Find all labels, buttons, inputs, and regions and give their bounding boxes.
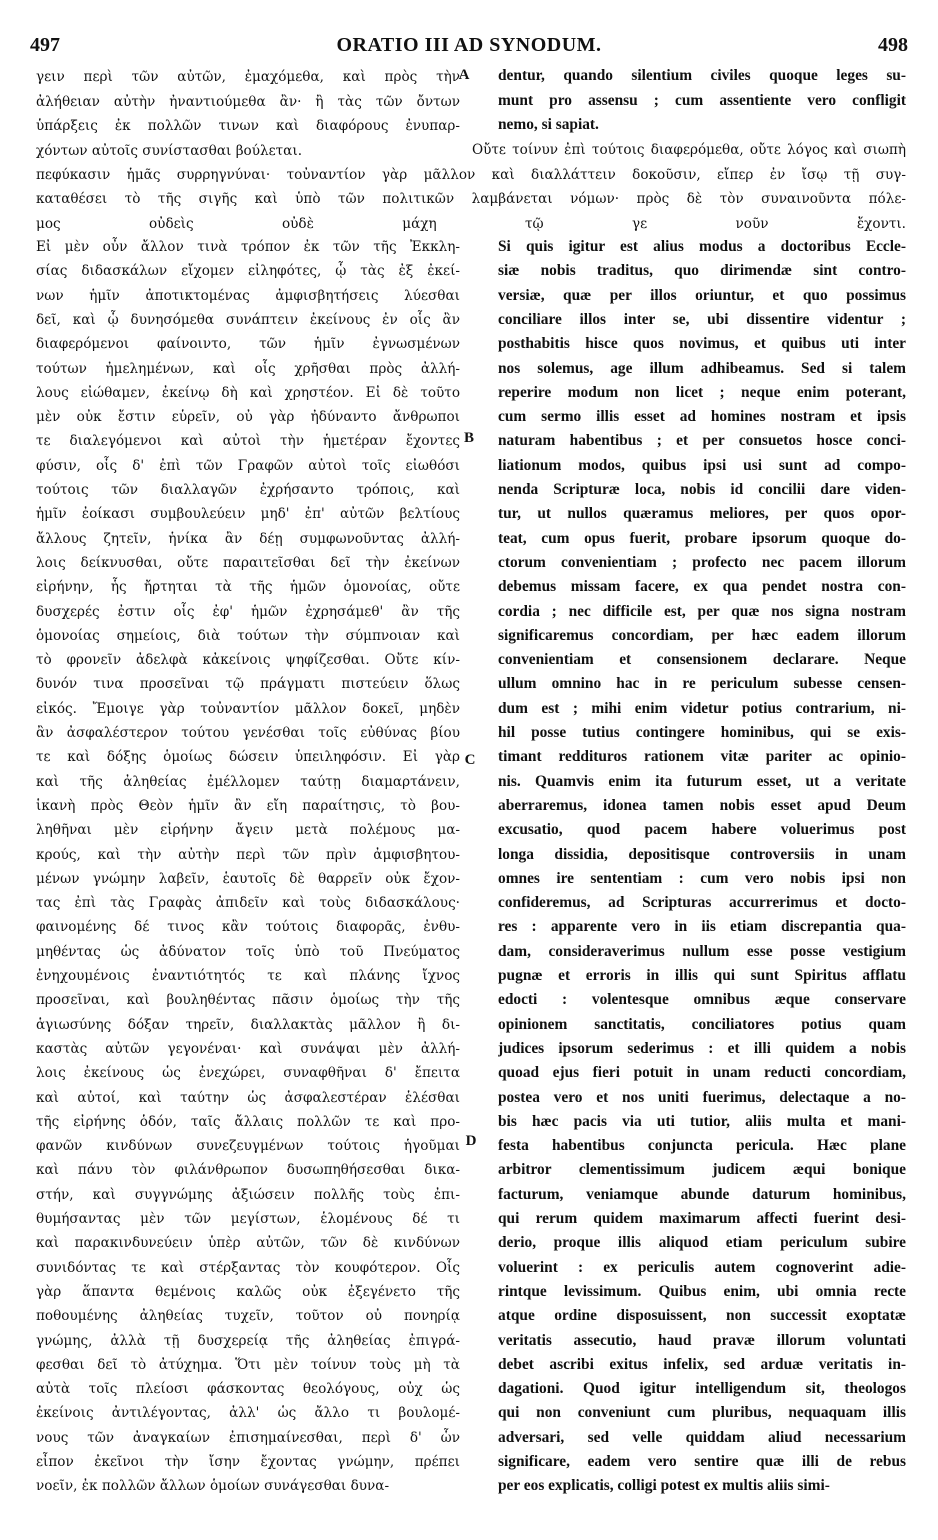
greek-line: ἁγιωσύνης δόξαν τηρεῖν, διαλλακτὰς μᾶλλον ἢ δι- (36, 1016, 460, 1033)
latin-line: qui rerum quidem maximarum affecti fuerint desi- (498, 1210, 906, 1227)
page-number-left: 497 (30, 34, 60, 56)
latin-line: nenda Scripturæ loca, nobis id concilii dare viden- (498, 481, 906, 498)
latin-line: qui non conveniunt cum pluribus, nequaquam illis (498, 1404, 906, 1422)
greek-line: ἂν ἀσφαλέστερον τούτου γενέσθαι τοῖς εὐθύνας βίου (36, 725, 460, 741)
greek-line: δυνόν τινα προσεῖναι τῷ πράγματι πιστεύειν ὅλως (36, 676, 460, 693)
greek-line: ὁμονοίας σημείοις, διὰ τούτων τὴν σύμπνοιαν καὶ (36, 627, 460, 644)
greek-line: σίας διδασκάλων εἴχομεν εἰληφότες, ᾧ τὰς ἐξ ἐκεί- (36, 263, 460, 280)
latin-line: significaremus concordiam, per hæc eadem illorum (498, 626, 906, 644)
running-title: ORATIO III AD SYNODUM. (336, 34, 602, 56)
greek-line: ὑπάρξεις ἐκ πολλῶν τινων καὶ διαφόρους ἐνυπαρ- (36, 118, 460, 134)
latin-line: longa dissidia, depositisque controversiis in unam (498, 845, 906, 863)
greek-line: συνιδόντας τε καὶ στέρξαντας τὸν κουφότερον. Οἷς (36, 1259, 460, 1276)
latin-line: rintque levissimum. Quibus enim, ubi omnia recte (498, 1282, 906, 1300)
greek-line: αὐτὰ τοῖς πλείοσι φάσκοντας θεολόγους, οὐχ ὡς (36, 1381, 460, 1398)
greek-line: κρούς, καὶ τὴν αὐτὴν περὶ τῶν πρὶν ἀμφισβητου- (36, 846, 460, 863)
greek-line: νων ἡμῖν ἀποτικτομένας ἀμφισβητήσεις λύεσθαι (36, 287, 460, 304)
latin-line: opinionem sanctitatis, conciliatores potius quam (498, 1015, 906, 1033)
page-number-right: 498 (878, 34, 908, 56)
latin-line: naturam habentibus ; et per consuetos hosce conci- (498, 432, 906, 450)
greek-line: ἱκανὴ πρὸς Θεὸν ἡμῖν ἂν εἴη παραίτησις, τὸ βου- (36, 797, 460, 814)
latin-line: ctorum convenientiam ; profecto nec pacem illorum (498, 553, 906, 571)
greek-line: θυμήσαντας μὲν τῶν μεγίστων, ἑλομένους δέ τι (36, 1211, 460, 1227)
latin-line: festa habentibus conjuncta pericula. Hæc plane (498, 1137, 906, 1155)
greek-line: λοις δείκνυσθαι, οὔτε παραιτεῖσθαι δεῖ τὴν ἐκείνων (36, 554, 460, 571)
greek-line: ληθῆναι μὲν εἰρήνην ἄγειν μετὰ πολέμους μα- (36, 822, 460, 839)
margin-mark-d: D (465, 1133, 477, 1149)
greek-line: φαινομένης δέ τινος κἂν τούτοις διαφορᾶς, ἐνθυ- (36, 919, 460, 936)
greek-line: δυσχερές ἐστιν οἷς ἐφ' ἡμῶν ἐχρησάμεθ' ἂν τῆς (36, 603, 460, 620)
latin-line: cordia ; nec difficile est, per quæ nos signa nostram (498, 602, 906, 620)
greek-line: καστὰς αὐτῶν γεγονέναι· καὶ συνάψαι μὲν ἀλλή- (36, 1040, 460, 1057)
latin-line: tur, ut nullos quæramus meliores, per quos opor- (498, 505, 906, 523)
latin-line: conciliare illos inter se, ubi dissentire videntur ; (498, 310, 906, 328)
latin-line: cum sermo illis esset ad homines nostram et ipsis (498, 408, 906, 426)
latin-line: dagationi. Quod igitur intelligendum sit, theologos (498, 1380, 906, 1398)
latin-line: versiæ, quæ per illos oriuntur, et quo possimus (498, 286, 906, 304)
greek-line: εἰκός. Ἔμοιγε γὰρ τοὐναντίον μᾶλλον δοκεῖ, μηδὲν (36, 700, 460, 717)
greek-line: φεσθαι δεῖ τὸ ἀτύχημα. Ὅτι μὲν τοίνυν τοὺς μὴ τὰ (36, 1356, 460, 1373)
margin-mark-b: B (463, 430, 474, 446)
greek-line: τας ἐπὶ τὰς Γραφὰς ἀπιδεῖν καὶ τοὺς διδασκάλους· (36, 895, 460, 912)
greek-line: γνώμης, ἀλλὰ τῇ δυσχερείᾳ τῆς ἀληθείας ἐπιγρά- (36, 1332, 460, 1349)
greek-line: τούτοις τῶν διαλλαγῶν ἐχρήσαντο τρόποις, καὶ (36, 482, 460, 498)
latin-line: res : apparente vero in iis etiam discrepantia qua- (498, 918, 906, 936)
latin-line: significare, eadem vero sentire quæ illi de rebus (498, 1453, 906, 1470)
latin-line: facturum, veniamque abunde daturum hominibus, (498, 1185, 906, 1203)
greek-line: γὰρ ἅπαντα θεμένοις καλῶς οὐκ ἐξεγένετο τῆς (36, 1283, 460, 1300)
margin-mark-c: C (464, 752, 476, 768)
greek-line: τε διαλεγόμενοι καὶ αὐτοὶ τὴν ἡμετέραν ἔχοντες (36, 433, 460, 450)
latin-line: nemo, si sapiat. (498, 116, 599, 133)
greek-line: γειν περὶ τῶν αὐτῶν, ἐμαχόμεθα, καὶ πρὸς τὴν (36, 69, 460, 85)
greek-line: φύσιν, οἷς δ' ἐπὶ τῶν Γραφῶν αὐτοὶ τοῖς εἰωθόσι (36, 457, 460, 474)
latin-line: quoad ejus fieri potuit in unam reducti concordiam, (498, 1064, 906, 1082)
greek-line: μηθέντας ὡς ἀδύνατον τοῖς ὑπὸ τοῦ Πνεύματος (36, 943, 460, 960)
latin-line: edocti : volentesque omnibus æque conservare (498, 991, 906, 1009)
latin-line: veritatis assecutio, haud pravæ illorum voluntati (498, 1331, 906, 1349)
latin-line: debemus missam facere, ex qua pendet nostra con- (498, 578, 906, 596)
latin-line: debet ascribi exitus infelix, sed arduæ veritatis in- (498, 1355, 906, 1373)
greek-line: λους εἰώθαμεν, ἐκείνῳ δὴ καὶ χρηστέον. Εἰ δὲ τοῦτο (36, 384, 460, 401)
greek-line: ἡμῖν ἐοίκασι συμβουλεύειν μηδ' ἐπ' αὐτῶν βελτίους (36, 506, 460, 523)
greek-line: δεῖ, καὶ ᾧ δυνησόμεθα συνάπτειν ἐκείνους ἐν οἷς ἂν (36, 311, 460, 328)
page-header (30, 34, 908, 60)
greek-line: μένων γνώμην λαβεῖν, ἑαυτοῖς δὲ θαρρεῖν οὐκ ἔχον- (36, 870, 460, 887)
latin-line: Si quis igitur est alius modus a doctoribus Eccle- (498, 238, 906, 255)
latin-line: liationum modos, quibus ipsi usi sunt ad compo- (498, 456, 906, 474)
latin-line: ullum omnino hac in re periculum subesse censen- (498, 675, 906, 693)
greek-line: μος οὐδεὶς οὐδὲ μάχη τῷ γε νοῦν ἔχοντι. (36, 215, 906, 232)
greek-line: νους τῶν ἀναγκαίων ἐπισημαίνεσθαι, περὶ δ' ὧν (36, 1429, 460, 1446)
latin-line: judices ipsorum sederimus : et illi quidem a nobis (498, 1039, 906, 1057)
greek-line: καταθέσει τὸ τῆς σιγῆς καὶ ὑπὸ τῶν πολιτικῶν λαμβάνεται νόμων· πρὸς δὲ τὸν συναινοῦντα πόλε- (36, 191, 906, 207)
greek-line: μὲν οὐκ ἔστιν εὑρεῖν, οὐ γὰρ ἠδύναντο ἄνθρωποι (36, 409, 460, 426)
latin-line: confideremus, ad Scripturas accurrerimus et docto- (498, 894, 906, 912)
latin-line: pugnæ et erroris in illis qui sunt Spiritus afflatu (498, 967, 906, 984)
greek-line: προσεῖναι, καὶ βουληθέντας πᾶσιν ὁμοίως τὴν τῆς (36, 992, 460, 1009)
greek-line: ποθουμένης ἀληθείας τυχεῖν, τοῦτον οὐ πονηρίᾳ (36, 1308, 460, 1325)
greek-line: τούτων ἠμελημένων, καὶ οἷς χρῆσθαι πρὸς ἀλλή- (36, 360, 460, 377)
greek-line: φανῶν κινδύνων συνεζευγμένων τούτοις ἡγοῦμαι (36, 1138, 460, 1155)
latin-line: siæ nobis traditus, quo dirimendæ sint contro- (498, 262, 906, 280)
latin-line: derio, proque illis aliquod etiam periculum subire (498, 1234, 906, 1252)
greek-line: ἐνηχουμένοις ἐναντιότητός τε καὶ πλάνης ἴχνος (36, 968, 460, 984)
greek-line: Εἰ μὲν οὖν ἄλλον τινὰ τρόπον ἐκ τῶν τῆς Ἐκκλη- (36, 239, 460, 255)
latin-line: hil posse tutius contingere hominibus, qui se exis- (498, 724, 906, 741)
greek-line: ἐκείνοις ἀντιλέγοντας, ἀλλ' ὡς ἄλλο τι βουλομέ- (36, 1405, 460, 1422)
greek-line: καὶ τῆς ἀληθείας ἐμέλλομεν ταύτῃ διαμαρτάνειν, (36, 773, 460, 790)
greek-line: χόντων αὐτοῖς συνίστασθαι βούλεται. (36, 142, 303, 159)
margin-mark-a: A (458, 67, 470, 83)
latin-line: reperire modum non licet ; neque enim poterant, (498, 383, 906, 401)
latin-line: teat, cum opus fuerit, probare ipsorum quoque do- (498, 529, 906, 547)
latin-line: posthabitis hisce quos novimus, et quibus uti inter (498, 335, 906, 353)
greek-line: στήν, καὶ συγγνώμης ἀξιώσειν πολλῆς τοὺς ἐπι- (36, 1186, 460, 1203)
latin-line: bis hæc pacis via uti tutior, aliis multa et mani- (498, 1112, 906, 1130)
greek-line: τε καὶ δόξης ὁμοίως δώσειν ὑπειληφόσιν. Εἰ γὰρ (36, 749, 460, 766)
latin-line: dentur, quando silentium civiles quoque leges su- (498, 67, 906, 84)
greek-line: λοις ἐκείνους ὡς ἐνεχώρει, συναφθῆναι δ' ἔπειτα (36, 1065, 460, 1082)
greek-line: Οὔτε τοίνυν ἐπὶ τούτοις διαφερόμεθα, οὔτε λόγος καὶ σιωπὴ (472, 142, 906, 158)
latin-line: atque ordine disposuissent, non successit exoptatæ (498, 1307, 906, 1325)
latin-line: omnes ire sententiam : cum vero nobis ipsi non (498, 869, 906, 887)
latin-line: dam, consideraverimus nullum esse posse vestigium (498, 942, 906, 960)
latin-line: voluerint : ex periculis autem cognoverint adie- (498, 1258, 906, 1276)
latin-line: nos solemus, age illum adhibeamus. Sed si talem (498, 359, 906, 377)
greek-line: πεφύκασιν ἡμᾶς συρρηγνύναι· τοὐναντίον γὰρ μᾶλλον καὶ διαλλάττειν δοκοῦσιν, εἴπερ ἐν ἴσῳ τῇ συγ- (36, 166, 906, 183)
greek-line: διαφερόμενοι φαίνοιντο, τῶν ἡμῖν ἐγνωσμένων (36, 336, 460, 353)
greek-line: νοεῖν, ἐκ πολλῶν ἄλλων ὁμοίων συνάγεσθαι δυνα- (36, 1478, 390, 1495)
greek-line: εἰρήνην, ἧς ἤρτηται τὰ τῆς ἡμῶν ὁμονοίας, οὔτε (36, 579, 460, 596)
greek-line: τὸ φρονεῖν ἀδελφὰ κἀκείνοις ψηφίζεσθαι. Οὔτε κίν- (36, 652, 460, 669)
latin-line: arbitror clementissimum judicem æqui bonique (498, 1161, 906, 1179)
latin-line: excusatio, quod pacem habere voluerimus post (498, 821, 906, 839)
latin-line: dum est ; mihi enim videtur potius contrarium, ni- (498, 699, 906, 717)
greek-line: καὶ αὐτοί, καὶ ταύτην ὡς ἀσφαλεστέραν ἑλέσθαι (36, 1089, 460, 1106)
latin-line: adversari, sed velle quiddam aliud necessarium (498, 1428, 906, 1446)
greek-line: ἄλλους ζητεῖν, ἡνίκα ἂν δέῃ συμφωνοῦντας ἀλλή- (36, 530, 460, 547)
latin-line: timant reddituros rationem vitæ pariter ac opinio- (498, 748, 906, 766)
greek-line: καὶ πάνυ τὸν φιλάνθρωπον δυσωπηθήσεσθαι δικα- (36, 1162, 460, 1179)
latin-line: munt pro assensu ; cum assentiente vero confligit (498, 91, 906, 109)
latin-line: aberraremus, idonea tamen nobis esset apud Deum (498, 796, 906, 814)
greek-line: ἀλήθειαν αὐτὴν ἠναντιούμεθα ἂν· ἢ τὰς τῶν ὄντων (36, 93, 460, 110)
greek-line: τῆς εἰρήνης ὁδόν, ταῖς ἄλλαις πολλῶν τε καὶ προ- (36, 1113, 460, 1130)
latin-line: postea vero et nos uniti fuerimus, delectaque a no- (498, 1088, 906, 1106)
latin-line: nis. Quamvis enim ita futurum esset, ut a veritate (498, 772, 906, 790)
greek-line: εἶπον ἐκεῖνοι τὴν ἴσην ἔχοντας γνώμην, πρέπει (36, 1454, 460, 1470)
latin-line: per eos explicatis, colligi potest ex multis aliis simi- (498, 1477, 830, 1495)
latin-line: convenientiam et consensionem declarare. Neque (498, 651, 906, 669)
greek-line: καὶ παρακινδυνεύειν ὑπὲρ αὐτῶν, τῶν δὲ κινδύνων (36, 1235, 460, 1252)
